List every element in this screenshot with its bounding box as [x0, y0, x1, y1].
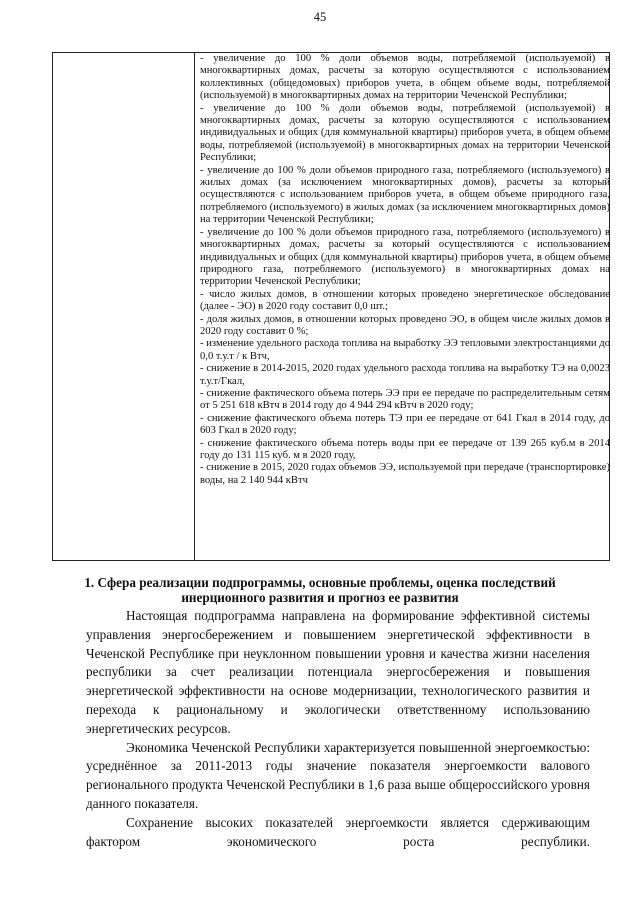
table-item: - увеличение до 100 % доли объемов природного газа, потребляемого (используемого) в жилых домах (за исключением многоквартирных домов), расчеты за который осуществляются с использованием приборов учета, в общем объеме природного газа, потребляемого (используемого) в жилых домах (за исключением многоквартирных домов) на территории Чеченской Республики;: [200, 164, 610, 226]
table-item: - снижение фактического объема потерь воды при ее передаче от 139 265 куб.м в 2014 году до 131 115 куб. м в 2020 году,: [200, 437, 610, 461]
body-text: [86, 607, 590, 851]
paragraph: Настоящая подпрограмма направлена на формирование эффективной системы управления энергосбережением и повышением энергетической эффективности в Чеченской Республике при неуклонном повышении уровня и качества жизни населения республики за счет реализации потенциала энергосбережения и повышения энергетической эффективности на основе модернизации, технологического развития и перехода к рациональному и экологически ответственному использованию энергетических ресурсов.: [86, 608, 590, 736]
table-indicators-cell: [200, 53, 610, 487]
table-item: - увеличение до 100 % доли объемов воды, потребляемой (используемой) в многоквартирных домах, расчеты за которую осуществляются с использованием коллективных (общедомовых) приборов учета, в общем объеме воды, потребляемой (используемой) в многоквартирных домах на территории Чеченской Республики;: [200, 53, 610, 102]
paragraph: Экономика Чеченской Республики характеризуется повышенной энергоемкостью: усреднённое за 2011-2013 годы значение показателя энергоемкости валового регионального продукта Чеченской Республики в 1,6 раза выше общероссийского уровня данного показателя.: [86, 739, 590, 811]
paragraph: Сохранение высоких показателей энергоемкости является сдерживающим фактором экономического роста республики.: [86, 814, 590, 849]
table-item: - снижение в 2014-2015, 2020 годах удельного расхода топлива на выработку ТЭ на 0,0023 т.у.т/Гкал,: [200, 363, 610, 387]
table-item: - число жилых домов, в отношении которых проведено энергетическое обследование (далее - ЭО) в 2020 году составит 0,0 шт.;: [200, 288, 610, 313]
table-column-divider: [194, 53, 195, 560]
table-item: - изменение удельного расхода топлива на выработку ЭЭ тепловыми электростанциями до 0,0 т.у.т / к Втч,: [200, 338, 610, 362]
table-item: - снижение фактического объема потерь ТЭ при ее передаче от 641 Гкал в 2014 году, до 603 Гкал в 2020 году;: [200, 412, 610, 437]
table-item: - снижение в 2015, 2020 годах объемов ЭЭ, используемой при передаче (транспортировке) воды, на 2 140 944 кВтч: [200, 462, 610, 486]
section-heading: 1. Сфера реализации подпрограммы, основные проблемы, оценка последствий инерционного развития и прогноз ее развития: [84, 575, 556, 605]
page-number: 45: [313, 10, 327, 24]
table-item: - доля жилых домов, в отношении которых проведено ЭО, в общем числе жилых домов в 2020 году составит 0 %;: [200, 313, 610, 337]
table-item: - увеличение до 100 % доли объемов воды, потребляемой (используемой) в многоквартирных домах, расчеты за которую осуществляются с использованием индивидуальных и общих (для коммунальной квартиры) приборов учета, в общем объеме воды, потребляемой (используемой) в многоквартирных домах на территории Чеченской Республики;: [200, 102, 610, 164]
indicators-table: [52, 52, 610, 561]
table-item: - увеличение до 100 % доли объемов природного газа, потребляемого (используемого) в многоквартирных домах, расчеты за который осуществляются с использованием индивидуальных и общих (для коммунальной квартиры) приборов учета, в общем объеме природного газа, потребляемого (используемого) в многоквартирных домах на территории Чеченской Республики;: [200, 226, 610, 288]
table-item: - снижение фактического объема потерь ЭЭ при ее передаче по распределительным сетям от 5 251 618 кВтч в 2014 году до 4 944 294 кВтч в 2020 году;: [200, 387, 610, 412]
